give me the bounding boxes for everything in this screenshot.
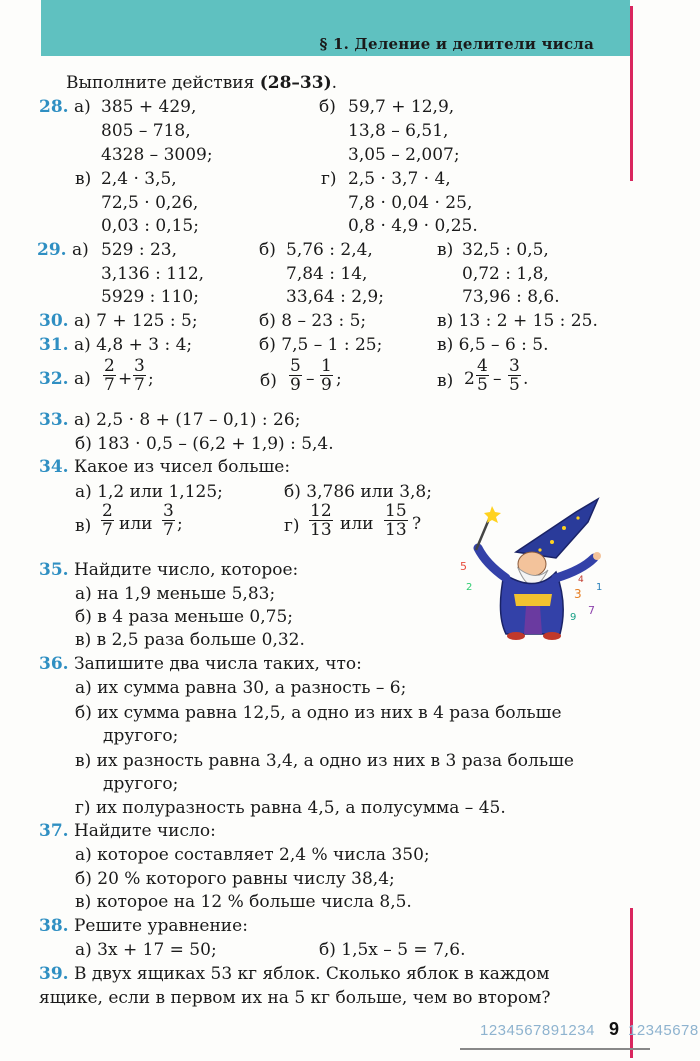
p29-a2: 3,136 : 112, [101, 264, 205, 284]
p36-b2: другого; [103, 726, 179, 746]
p29-b-label: б) [259, 240, 276, 260]
p32-b-op: – [306, 369, 315, 389]
p32-v-label: в) [437, 371, 454, 391]
p28-a1: 385 + 429, [101, 97, 197, 117]
problem-number: 32. [39, 369, 69, 389]
p38-b: б) 1,5x – 5 = 7,6. [319, 940, 466, 960]
p28-b3: 3,05 – 2,007; [348, 145, 460, 165]
p34-g-label: г) [284, 516, 300, 536]
problem-number: 29. [37, 240, 67, 260]
p30-v: в) 13 : 2 + 15 : 25. [437, 311, 598, 331]
p28-a2: 805 – 718, [101, 121, 191, 141]
problem-32: 32. а) [39, 369, 91, 389]
p32-v-frac1: $\frac{4}{5}$ [477, 356, 488, 395]
wizard-illustration [456, 494, 616, 644]
p29-b1: 5,76 : 2,4, [286, 240, 373, 260]
footer-digits-left: 1234567891234 [480, 1022, 595, 1039]
p32-v-whole: 2 [464, 369, 475, 389]
p35-b: б) в 4 раза меньше 0,75; [75, 607, 294, 627]
p36-v1: в) их разность равна 3,4, а одно из них в 3 раза больше [75, 751, 574, 771]
p32-v-frac2: $\frac{3}{5}$ [509, 356, 520, 395]
footer-rule [460, 1048, 650, 1050]
problem-number: 37. [39, 821, 69, 841]
p34-g-end: ? [412, 514, 422, 534]
p28-v3: 0,03 : 0,15; [101, 216, 199, 236]
p34-g-frac2: $\frac{15}{13}$ [385, 501, 407, 540]
problem-29-header: 29. а) [37, 240, 89, 260]
p36-b1: б) их сумма равна 12,5, а одно из них в 4 раза больше [75, 703, 562, 723]
svg-text:2: 2 [466, 582, 473, 593]
problem-36: 36. Запишите два числа таких, что: [39, 654, 362, 674]
p34-b: б) 3,786 или 3,8; [284, 482, 432, 502]
p29-v2: 0,72 : 1,8, [462, 264, 549, 284]
p28-v-label: в) [75, 169, 92, 189]
p32-b-end: ; [336, 369, 342, 389]
p28-b1: 59,7 + 12,9, [348, 97, 455, 117]
p29-b2: 7,84 : 14, [286, 264, 368, 284]
p32-b-frac1: $\frac{5}{9}$ [290, 356, 301, 395]
section-header-band [41, 0, 630, 56]
p28-b-label: б) [319, 97, 336, 117]
problem-number: 35. [39, 560, 69, 580]
svg-text:3: 3 [574, 587, 582, 601]
p28-g3: 0,8 · 4,9 · 0,25. [348, 216, 478, 236]
p37-a: а) которое составляет 2,4 % числа 350; [75, 845, 430, 865]
p38-a: а) 3x + 17 = 50; [75, 940, 217, 960]
p32-b-label: б) [260, 371, 277, 391]
p28-g-label: г) [321, 169, 337, 189]
section-title: § 1. Деление и делители числа [319, 35, 594, 53]
problem-35: 35. Найдите число, которое: [39, 560, 299, 580]
p37-v: в) которое на 12 % больше числа 8,5. [75, 892, 412, 912]
p28-g2: 7,8 · 0,04 · 25, [348, 193, 473, 213]
problem-number: 34. [39, 457, 69, 477]
problem-28-header: 28. а) [39, 97, 91, 117]
p29-v3: 73,96 : 8,6. [462, 287, 560, 307]
problem-number: 36. [39, 654, 69, 674]
p29-a1: 529 : 23, [101, 240, 178, 260]
problem-39: 39. В двух ящиках 53 кг яблок. Сколько яблок в каждом [39, 964, 550, 984]
svg-text:5: 5 [460, 560, 467, 573]
p28-a3: 4328 – 3009; [101, 145, 213, 165]
p34-v-frac1: $\frac{2}{7}$ [102, 501, 113, 540]
p35-v: в) в 2,5 раза больше 0,32. [75, 630, 305, 650]
p34-v-label: в) [75, 516, 92, 536]
p36-v2: другого; [103, 774, 179, 794]
p28-v1: 2,4 · 3,5, [101, 169, 177, 189]
p32-a-frac1: $\frac{2}{7}$ [104, 356, 115, 395]
problem-number: 31. [39, 335, 69, 355]
problem-38: 38. Решите уравнение: [39, 916, 248, 936]
p33-b: б) 183 · 0,5 – (6,2 + 1,9) : 5,4. [75, 434, 334, 454]
problem-37: 37. Найдите число: [39, 821, 216, 841]
p28-b2: 13,8 – 6,51, [348, 121, 449, 141]
p34-g-frac1: $\frac{12}{13}$ [310, 501, 332, 540]
svg-text:4: 4 [578, 575, 584, 585]
p32-a-op: + [118, 369, 133, 389]
problem-34: 34. Какое из чисел больше: [39, 457, 291, 477]
margin-line-top [630, 6, 633, 181]
problem-33: 33. а) 2,5 · 8 + (17 – 0,1) : 26; [39, 410, 301, 430]
p32-b-frac2: $\frac{1}{9}$ [321, 356, 332, 395]
svg-text:9: 9 [570, 612, 577, 623]
p34-g-or: или [340, 514, 374, 534]
p34-v-or: или [119, 514, 153, 534]
p31-b: б) 7,5 – 1 : 25; [259, 335, 383, 355]
problem-number: 33. [39, 410, 69, 430]
p32-a-end: ; [148, 369, 154, 389]
p34-a: а) 1,2 или 1,125; [75, 482, 223, 502]
problem-number: 30. [39, 311, 69, 331]
p29-v1: 32,5 : 0,5, [462, 240, 549, 260]
p34-v-frac2: $\frac{3}{7}$ [163, 501, 174, 540]
p36-g: г) их полуразность равна 4,5, а полусумма – 45. [75, 798, 506, 818]
p29-a3: 5929 : 110; [101, 287, 199, 307]
svg-text:7: 7 [588, 604, 595, 617]
p32-v-op: – [493, 369, 502, 389]
p39-line2: ящике, если в первом их на 5 кг больше, чем во втором? [39, 988, 551, 1008]
footer-digits-right: 12345678 [628, 1022, 699, 1039]
p37-b: б) 20 % которого равны числу 38,4; [75, 869, 395, 889]
problem-number: 39. [39, 964, 69, 984]
instruction: Выполните действия (28–33). [66, 73, 338, 93]
p32-v-end: . [523, 369, 529, 389]
page-number: 9 [609, 1019, 620, 1039]
p32-a-frac2: $\frac{3}{7}$ [134, 356, 145, 395]
p29-v-label: в) [437, 240, 454, 260]
problem-number: 28. [39, 97, 69, 117]
p36-a: а) их сумма равна 30, а разность – 6; [75, 678, 407, 698]
p35-a: а) на 1,9 меньше 5,83; [75, 584, 276, 604]
p31-v: в) 6,5 – 6 : 5. [437, 335, 549, 355]
p28-g1: 2,5 · 3,7 · 4, [348, 169, 451, 189]
p29-b3: 33,64 : 2,9; [286, 287, 384, 307]
problem-number: 38. [39, 916, 69, 936]
p30-b: б) 8 – 23 : 5; [259, 311, 367, 331]
problem-30: 30. а) 7 + 125 : 5; [39, 311, 198, 331]
problem-31: 31. а) 4,8 + 3 : 4; [39, 335, 193, 355]
p28-v2: 72,5 · 0,26, [101, 193, 199, 213]
p34-v-end: ; [177, 514, 183, 534]
svg-text:1: 1 [596, 582, 603, 593]
